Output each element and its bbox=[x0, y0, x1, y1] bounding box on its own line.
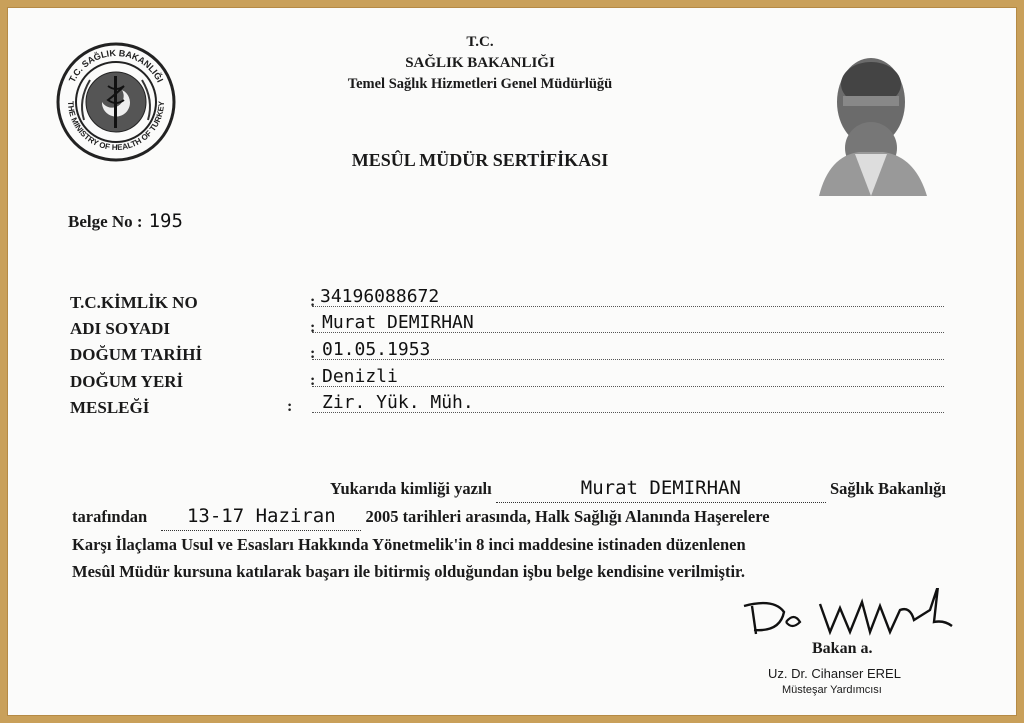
header-directorate: Temel Sağlık Hizmetleri Genel Müdürlüğü bbox=[347, 76, 613, 92]
seal-text-bottom: THE MINISTRY OF HEALTH OF TURKEY bbox=[65, 100, 167, 153]
header-tc: T.C. bbox=[466, 34, 494, 50]
signatory-title: Müsteşar Yardımcısı bbox=[782, 684, 882, 696]
belge-no bbox=[68, 210, 183, 232]
field-value-dogum-yeri: Denizli bbox=[322, 366, 398, 387]
belge-label: Belge No : bbox=[68, 212, 143, 231]
field-colon: : bbox=[310, 293, 316, 310]
field-colon: : bbox=[310, 345, 316, 362]
paragraph-line-1 bbox=[72, 475, 946, 503]
paragraph-line-2 bbox=[72, 503, 946, 531]
belge-value: 195 bbox=[148, 210, 183, 232]
field-colon: : bbox=[287, 398, 293, 415]
field-label-tckimlik: T.C.KİMLİK NO bbox=[70, 293, 198, 312]
field-value-dogum-tarihi: 01.05.1953 bbox=[322, 339, 431, 360]
paragraph-dates: 13-17 Haziran bbox=[161, 503, 361, 531]
certificate-title: MESÛL MÜDÜR SERTİFİKASI bbox=[351, 150, 609, 170]
field-label-dogum-yeri: DOĞUM YERİ bbox=[70, 372, 184, 391]
paragraph-text: 2005 tarihleri arasında, Halk Sağlığı Alanında Haşerelere bbox=[365, 507, 770, 526]
field-value-meslegi: Zir. Yük. Müh. bbox=[322, 392, 474, 413]
paragraph-text: Sağlık Bakanlığı bbox=[829, 479, 946, 498]
field-colon: : bbox=[310, 319, 316, 336]
paragraph-text: Yukarıda kimliği yazılı bbox=[330, 479, 492, 498]
field-value-adi-soyadi: Murat DEMIRHAN bbox=[322, 312, 474, 333]
field-label-adi-soyadi: ADI SOYADI bbox=[70, 319, 170, 338]
ministry-seal-icon bbox=[54, 40, 178, 164]
paragraph-text: tarafından bbox=[72, 507, 148, 526]
paragraph-line-4: Mesûl Müdür kursuna katılarak başarı ile bitirmiş olduğundan işbu belge kendisine verilmiştir. bbox=[72, 562, 745, 581]
field-line bbox=[312, 386, 944, 387]
handwritten-signature bbox=[740, 588, 980, 648]
field-colon: : bbox=[310, 372, 316, 389]
field-label-dogum-tarihi: DOĞUM TARİHİ bbox=[70, 345, 203, 364]
header-ministry: SAĞLIK BAKANLIĞI bbox=[405, 55, 555, 71]
field-value-tckimlik: 34196088672 bbox=[320, 286, 440, 307]
field-label-meslegi: MESLEĞİ bbox=[70, 398, 150, 417]
paragraph-line-3: Karşı İlaçlama Usul ve Esasları Hakkında Yönetmelik'in 8 inci maddesine istinaden düzenlenen bbox=[72, 535, 746, 554]
signature-role: Bakan a. bbox=[812, 640, 873, 657]
paragraph-name: Murat DEMIRHAN bbox=[496, 475, 826, 503]
signatory-name: Uz. Dr. Cihanser EREL bbox=[768, 666, 901, 681]
portrait-photo bbox=[815, 44, 933, 196]
seal-text-top: T.C. SAĞLIK BAKANLIĞI bbox=[66, 47, 166, 84]
